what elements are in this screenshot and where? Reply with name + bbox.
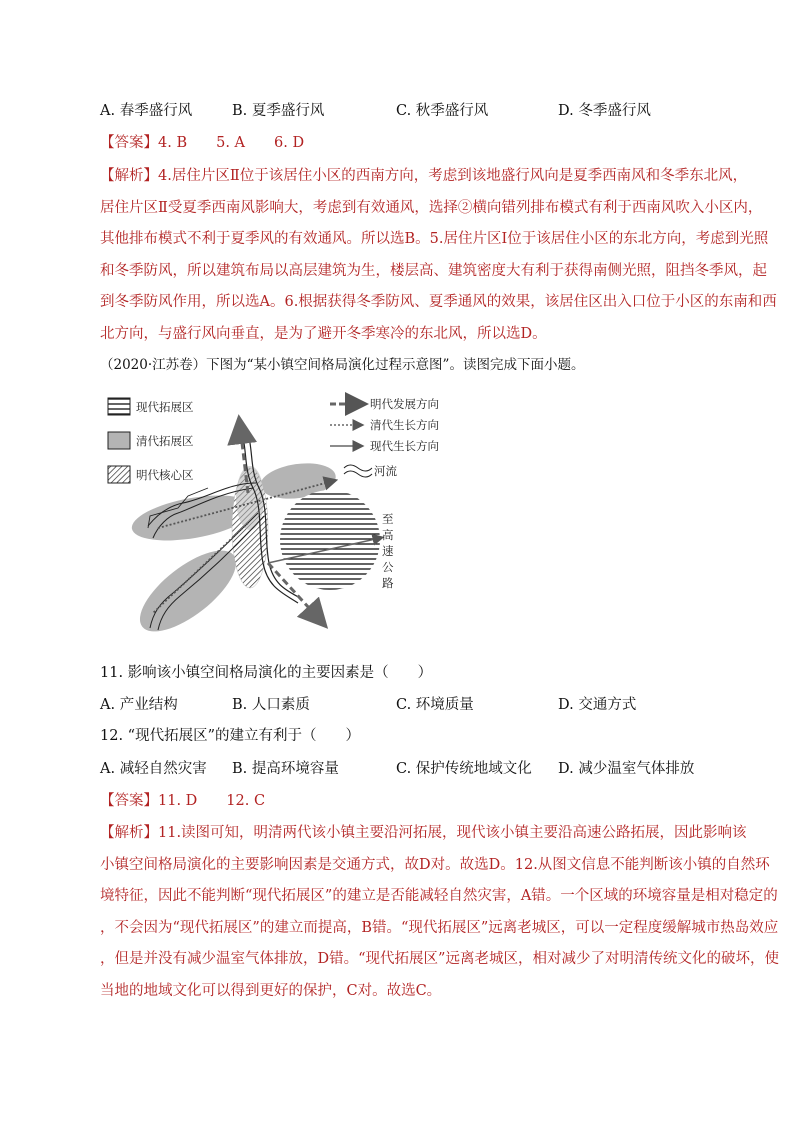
answer-text: 11. D 12. C [158, 793, 266, 809]
highway-label-1: 至 [382, 512, 394, 526]
analysis-1-line-1 [100, 166, 747, 186]
analysis-2-line-3: 境特征，因此不能判断“现代拓展区”的建立是否能减轻自然灾害，A错。一个区域的环境容量是相对稳定的 [100, 888, 778, 904]
prev-option-b: B. 夏季盛行风 [232, 103, 325, 119]
analysis-tag: 【解析】 [100, 825, 158, 841]
legend-modern-dir-label: 现代生长方向 [370, 439, 439, 453]
legend-qing-dir-label: 清代生长方向 [370, 418, 439, 432]
legend-ming-label: 明代核心区 [136, 468, 194, 482]
answer-block-2 [100, 791, 265, 811]
highway-label-5: 路 [382, 576, 394, 590]
q12-option-b: B. 提高环境容量 [232, 761, 339, 777]
answer-text: 4. B 5. A 6. D [158, 135, 305, 151]
analysis-2-line-6: 当地的地域文化可以得到更好的保护，C对。故选C。 [100, 983, 442, 999]
highway-label-4: 公 [382, 560, 394, 574]
legend-qing-swatch [108, 432, 130, 449]
question-intro: （2020·江苏卷）下图为“某小镇空间格局演化过程示意图”。读图完成下面小题。 [100, 357, 585, 373]
modern-zone [280, 490, 380, 590]
analysis-1-line-3: 其他排布模式不利于夏季风的有效通风。所以选B。5.居住片区Ⅰ位于该居住小区的东北方向，考虑到光照 [100, 231, 769, 247]
prev-option-a: A. 春季盛行风 [100, 103, 193, 119]
analysis-2-line-5: ，但是并没有减少温室气体排放，D错。“现代拓展区”远离老城区，相对减少了对明清传统文化的破坏，使 [100, 951, 779, 967]
legend-river-symbol [344, 465, 372, 471]
answer-tag: 【答案】 [100, 135, 158, 151]
analysis-2-line-1 [100, 823, 747, 843]
q11-stem: 11. 影响该小镇空间格局演化的主要因素是（ ） [100, 665, 433, 681]
legend-modern-label: 现代拓展区 [136, 400, 194, 414]
analysis-2-line-2: 小镇空间格局演化的主要影响因素是交通方式，故D对。故选D。12.从图文信息不能判断该小镇的自然环 [100, 857, 770, 873]
legend-river-label: 河流 [374, 464, 397, 478]
q11-option-c: C. 环境质量 [396, 697, 474, 713]
analysis-1-line-4: 和冬季防风，所以建筑布局以高层建筑为生，楼层高、建筑密度大有利于获得南侧光照，阻挡冬季风，起 [100, 263, 767, 279]
q12-option-c: C. 保护传统地域文化 [396, 761, 532, 777]
highway-label-2: 高 [382, 528, 394, 542]
q11-option-a: A. 产业结构 [100, 697, 178, 713]
analysis-1-line-5: 到冬季防风作用，所以选A。6.根据获得冬季防风、夏季通风的效果，该居住区出入口位于小区的东南和西 [100, 294, 777, 310]
qing-zone-southwest [128, 536, 249, 645]
q11-option-d: D. 交通方式 [558, 697, 637, 713]
highway-label-3: 速 [382, 544, 394, 558]
prev-option-d: D. 冬季盛行风 [558, 103, 651, 119]
legend-modern-swatch [108, 398, 130, 415]
analysis-1-line-2: 居住片区Ⅱ受夏季西南风影响大，考虑到有效通风，选择②横向错列排布模式有利于西南风吹入小区内， [100, 200, 763, 216]
prev-option-c: C. 秋季盛行风 [396, 103, 489, 119]
q12-option-a: A. 减轻自然灾害 [100, 761, 207, 777]
town-layout-figure [98, 388, 439, 643]
analysis-tag: 【解析】 [100, 168, 158, 184]
analysis-text: 4.居住片区Ⅱ位于该居住小区的西南方向，考虑到该地盛行风向是夏季西南风和冬季东北风， [158, 168, 748, 184]
answer-block-1 [100, 133, 304, 153]
legend-ming-dir-label: 明代发展方向 [370, 397, 439, 411]
q11-option-b: B. 人口素质 [232, 697, 310, 713]
q12-stem: 12. “现代拓展区”的建立有利于（ ） [100, 728, 360, 744]
legend-qing-label: 清代拓展区 [136, 434, 194, 448]
answer-tag: 【答案】 [100, 793, 158, 809]
analysis-text: 11.读图可知，明清两代该小镇主要沿河拓展，现代该小镇主要沿高速公路拓展，因此影响该 [158, 825, 747, 841]
analysis-1-line-6: 北方向，与盛行风向垂直，是为了避开冬季寒冷的东北风，所以选D。 [100, 326, 547, 342]
q12-option-d: D. 减少温室气体排放 [558, 761, 695, 777]
legend-ming-swatch [108, 466, 130, 483]
analysis-2-line-4: ，不会因为“现代拓展区”的建立而提高，B错。“现代拓展区”远离老城区，可以一定程度缓解城市热岛效应 [100, 920, 779, 936]
